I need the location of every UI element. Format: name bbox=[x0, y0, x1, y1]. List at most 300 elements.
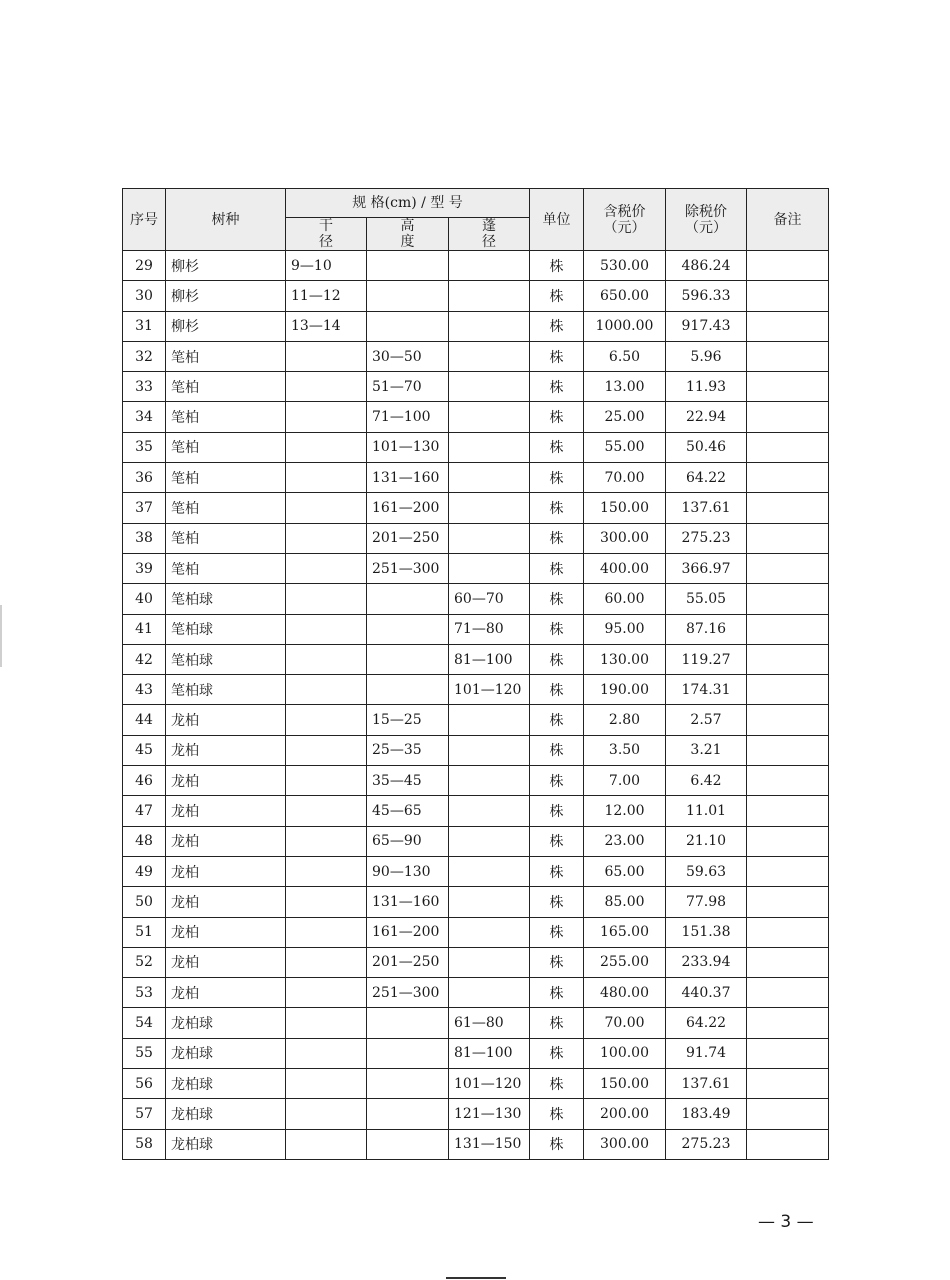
row-remarks bbox=[747, 584, 829, 614]
row-crown-diameter bbox=[449, 281, 530, 311]
row-price-incl-tax: 400.00 bbox=[584, 553, 666, 583]
table-row bbox=[123, 584, 829, 614]
row-remarks bbox=[747, 432, 829, 462]
row-height: 251—300 bbox=[367, 978, 449, 1008]
row-price-incl-tax: 480.00 bbox=[584, 978, 666, 1008]
header-spec-group: 规 格(cm) / 型 号 bbox=[286, 189, 530, 218]
row-price-incl-tax: 150.00 bbox=[584, 1069, 666, 1099]
row-price-excl-tax: 233.94 bbox=[666, 947, 747, 977]
row-trunk-diameter bbox=[286, 1069, 367, 1099]
row-height bbox=[367, 251, 449, 281]
table-row bbox=[123, 978, 829, 1008]
row-price-excl-tax: 64.22 bbox=[666, 1008, 747, 1038]
row-index: 34 bbox=[123, 402, 166, 432]
header-unit: 单位 bbox=[530, 189, 584, 251]
row-height: 251—300 bbox=[367, 553, 449, 583]
row-unit: 株 bbox=[530, 705, 584, 735]
table-row bbox=[123, 553, 829, 583]
table-row bbox=[123, 463, 829, 493]
row-species: 龙柏球 bbox=[166, 1069, 286, 1099]
row-remarks bbox=[747, 1099, 829, 1129]
row-trunk-diameter bbox=[286, 856, 367, 886]
row-height: 201—250 bbox=[367, 523, 449, 553]
row-price-excl-tax: 917.43 bbox=[666, 311, 747, 341]
row-trunk-diameter bbox=[286, 402, 367, 432]
row-crown-diameter bbox=[449, 947, 530, 977]
row-trunk-diameter bbox=[286, 766, 367, 796]
row-unit: 株 bbox=[530, 917, 584, 947]
row-price-excl-tax: 151.38 bbox=[666, 917, 747, 947]
row-price-excl-tax: 3.21 bbox=[666, 735, 747, 765]
row-height bbox=[367, 584, 449, 614]
row-crown-diameter: 81—100 bbox=[449, 1038, 530, 1068]
row-price-excl-tax: 183.49 bbox=[666, 1099, 747, 1129]
row-price-excl-tax: 11.93 bbox=[666, 372, 747, 402]
row-height: 51—70 bbox=[367, 372, 449, 402]
row-unit: 株 bbox=[530, 947, 584, 977]
row-price-incl-tax: 165.00 bbox=[584, 917, 666, 947]
row-crown-diameter bbox=[449, 493, 530, 523]
row-index: 51 bbox=[123, 917, 166, 947]
page-edge-mark bbox=[0, 605, 2, 667]
table-row bbox=[123, 614, 829, 644]
row-species: 龙柏 bbox=[166, 947, 286, 977]
table-row bbox=[123, 372, 829, 402]
row-species: 笔柏 bbox=[166, 553, 286, 583]
row-trunk-diameter bbox=[286, 341, 367, 371]
row-crown-diameter bbox=[449, 372, 530, 402]
row-price-incl-tax: 200.00 bbox=[584, 1099, 666, 1129]
row-unit: 株 bbox=[530, 432, 584, 462]
row-trunk-diameter bbox=[286, 1008, 367, 1038]
row-index: 43 bbox=[123, 675, 166, 705]
row-remarks bbox=[747, 493, 829, 523]
row-index: 36 bbox=[123, 463, 166, 493]
row-remarks bbox=[747, 311, 829, 341]
row-crown-diameter bbox=[449, 402, 530, 432]
row-species: 龙柏球 bbox=[166, 1129, 286, 1159]
row-index: 45 bbox=[123, 735, 166, 765]
table-row bbox=[123, 1129, 829, 1159]
row-trunk-diameter bbox=[286, 735, 367, 765]
row-crown-diameter bbox=[449, 856, 530, 886]
row-price-incl-tax: 25.00 bbox=[584, 402, 666, 432]
row-price-excl-tax: 486.24 bbox=[666, 251, 747, 281]
row-remarks bbox=[747, 644, 829, 674]
row-trunk-diameter: 9—10 bbox=[286, 251, 367, 281]
row-crown-diameter bbox=[449, 523, 530, 553]
table-row bbox=[123, 1069, 829, 1099]
row-price-incl-tax: 6.50 bbox=[584, 341, 666, 371]
row-price-excl-tax: 440.37 bbox=[666, 978, 747, 1008]
row-index: 48 bbox=[123, 826, 166, 856]
row-crown-diameter: 60—70 bbox=[449, 584, 530, 614]
row-unit: 株 bbox=[530, 887, 584, 917]
row-remarks bbox=[747, 1069, 829, 1099]
row-crown-diameter bbox=[449, 796, 530, 826]
row-unit: 株 bbox=[530, 402, 584, 432]
header-price-incl-tax: 含税价 （元） bbox=[584, 189, 666, 251]
header-trunk-diameter: 干 径 bbox=[286, 218, 367, 251]
row-species: 笔柏 bbox=[166, 372, 286, 402]
row-crown-diameter: 101—120 bbox=[449, 675, 530, 705]
table-body bbox=[123, 251, 829, 1160]
row-unit: 株 bbox=[530, 584, 584, 614]
row-species: 笔柏 bbox=[166, 341, 286, 371]
row-unit: 株 bbox=[530, 311, 584, 341]
row-price-incl-tax: 130.00 bbox=[584, 644, 666, 674]
row-index: 29 bbox=[123, 251, 166, 281]
table-row bbox=[123, 1038, 829, 1068]
row-crown-diameter: 101—120 bbox=[449, 1069, 530, 1099]
row-crown-diameter bbox=[449, 432, 530, 462]
row-price-excl-tax: 6.42 bbox=[666, 766, 747, 796]
row-trunk-diameter bbox=[286, 887, 367, 917]
table-header bbox=[123, 189, 829, 251]
table-row bbox=[123, 281, 829, 311]
row-price-excl-tax: 21.10 bbox=[666, 826, 747, 856]
row-remarks bbox=[747, 887, 829, 917]
row-crown-diameter: 61—80 bbox=[449, 1008, 530, 1038]
row-unit: 株 bbox=[530, 1069, 584, 1099]
row-price-excl-tax: 5.96 bbox=[666, 341, 747, 371]
table-row bbox=[123, 766, 829, 796]
row-remarks bbox=[747, 856, 829, 886]
row-index: 47 bbox=[123, 796, 166, 826]
row-price-incl-tax: 300.00 bbox=[584, 1129, 666, 1159]
row-price-excl-tax: 22.94 bbox=[666, 402, 747, 432]
table-row bbox=[123, 1008, 829, 1038]
table-row bbox=[123, 675, 829, 705]
row-height: 201—250 bbox=[367, 947, 449, 977]
row-unit: 株 bbox=[530, 341, 584, 371]
row-price-excl-tax: 596.33 bbox=[666, 281, 747, 311]
header-height: 高 度 bbox=[367, 218, 449, 251]
row-height bbox=[367, 1069, 449, 1099]
row-remarks bbox=[747, 766, 829, 796]
row-trunk-diameter bbox=[286, 493, 367, 523]
table-row bbox=[123, 644, 829, 674]
row-species: 龙柏 bbox=[166, 856, 286, 886]
row-trunk-diameter bbox=[286, 917, 367, 947]
row-height bbox=[367, 644, 449, 674]
table-row bbox=[123, 432, 829, 462]
row-crown-diameter bbox=[449, 887, 530, 917]
row-crown-diameter bbox=[449, 251, 530, 281]
row-price-excl-tax: 119.27 bbox=[666, 644, 747, 674]
row-price-incl-tax: 12.00 bbox=[584, 796, 666, 826]
row-crown-diameter bbox=[449, 826, 530, 856]
header-species: 树种 bbox=[166, 189, 286, 251]
row-remarks bbox=[747, 372, 829, 402]
row-species: 龙柏球 bbox=[166, 1099, 286, 1129]
row-crown-diameter bbox=[449, 463, 530, 493]
row-index: 39 bbox=[123, 553, 166, 583]
row-crown-diameter bbox=[449, 917, 530, 947]
row-index: 53 bbox=[123, 978, 166, 1008]
row-height bbox=[367, 281, 449, 311]
row-price-incl-tax: 70.00 bbox=[584, 463, 666, 493]
row-price-excl-tax: 275.23 bbox=[666, 523, 747, 553]
row-crown-diameter bbox=[449, 978, 530, 1008]
row-height: 131—160 bbox=[367, 887, 449, 917]
row-species: 笔柏 bbox=[166, 463, 286, 493]
row-trunk-diameter bbox=[286, 826, 367, 856]
row-trunk-diameter bbox=[286, 796, 367, 826]
row-trunk-diameter bbox=[286, 978, 367, 1008]
row-index: 31 bbox=[123, 311, 166, 341]
row-unit: 株 bbox=[530, 1008, 584, 1038]
row-trunk-diameter bbox=[286, 1099, 367, 1129]
row-unit: 株 bbox=[530, 675, 584, 705]
row-species: 柳杉 bbox=[166, 281, 286, 311]
row-crown-diameter bbox=[449, 311, 530, 341]
table-row bbox=[123, 735, 829, 765]
row-trunk-diameter bbox=[286, 1129, 367, 1159]
row-remarks bbox=[747, 947, 829, 977]
table-row bbox=[123, 856, 829, 886]
row-price-incl-tax: 2.80 bbox=[584, 705, 666, 735]
row-species: 龙柏 bbox=[166, 887, 286, 917]
row-remarks bbox=[747, 614, 829, 644]
row-remarks bbox=[747, 402, 829, 432]
row-species: 龙柏 bbox=[166, 826, 286, 856]
row-remarks bbox=[747, 463, 829, 493]
row-species: 笔柏 bbox=[166, 523, 286, 553]
row-price-excl-tax: 275.23 bbox=[666, 1129, 747, 1159]
row-trunk-diameter bbox=[286, 432, 367, 462]
row-price-incl-tax: 85.00 bbox=[584, 887, 666, 917]
row-trunk-diameter bbox=[286, 584, 367, 614]
row-price-incl-tax: 650.00 bbox=[584, 281, 666, 311]
row-price-incl-tax: 7.00 bbox=[584, 766, 666, 796]
row-remarks bbox=[747, 1129, 829, 1159]
row-crown-diameter: 121—130 bbox=[449, 1099, 530, 1129]
row-species: 笔柏 bbox=[166, 493, 286, 523]
row-index: 44 bbox=[123, 705, 166, 735]
row-species: 龙柏 bbox=[166, 978, 286, 1008]
row-index: 55 bbox=[123, 1038, 166, 1068]
row-index: 58 bbox=[123, 1129, 166, 1159]
row-price-incl-tax: 70.00 bbox=[584, 1008, 666, 1038]
row-unit: 株 bbox=[530, 614, 584, 644]
row-index: 41 bbox=[123, 614, 166, 644]
row-species: 笔柏球 bbox=[166, 584, 286, 614]
row-species: 笔柏球 bbox=[166, 675, 286, 705]
row-remarks bbox=[747, 553, 829, 583]
row-trunk-diameter bbox=[286, 1038, 367, 1068]
table-row bbox=[123, 493, 829, 523]
row-remarks bbox=[747, 917, 829, 947]
row-index: 57 bbox=[123, 1099, 166, 1129]
row-species: 龙柏 bbox=[166, 735, 286, 765]
row-unit: 株 bbox=[530, 978, 584, 1008]
row-crown-diameter bbox=[449, 553, 530, 583]
row-unit: 株 bbox=[530, 463, 584, 493]
row-price-excl-tax: 77.98 bbox=[666, 887, 747, 917]
header-index: 序号 bbox=[123, 189, 166, 251]
row-price-incl-tax: 23.00 bbox=[584, 826, 666, 856]
row-unit: 株 bbox=[530, 553, 584, 583]
row-crown-diameter bbox=[449, 766, 530, 796]
row-height bbox=[367, 1129, 449, 1159]
table-row bbox=[123, 311, 829, 341]
row-remarks bbox=[747, 341, 829, 371]
row-remarks bbox=[747, 251, 829, 281]
row-index: 37 bbox=[123, 493, 166, 523]
row-unit: 株 bbox=[530, 251, 584, 281]
row-price-excl-tax: 137.61 bbox=[666, 493, 747, 523]
row-price-incl-tax: 95.00 bbox=[584, 614, 666, 644]
row-height: 161—200 bbox=[367, 493, 449, 523]
row-height bbox=[367, 675, 449, 705]
row-crown-diameter: 131—150 bbox=[449, 1129, 530, 1159]
row-species: 柳杉 bbox=[166, 311, 286, 341]
row-price-incl-tax: 65.00 bbox=[584, 856, 666, 886]
row-trunk-diameter: 13—14 bbox=[286, 311, 367, 341]
row-species: 龙柏球 bbox=[166, 1008, 286, 1038]
row-height: 71—100 bbox=[367, 402, 449, 432]
row-price-excl-tax: 55.05 bbox=[666, 584, 747, 614]
row-height: 101—130 bbox=[367, 432, 449, 462]
table-row bbox=[123, 826, 829, 856]
row-trunk-diameter bbox=[286, 463, 367, 493]
row-species: 龙柏 bbox=[166, 917, 286, 947]
row-height: 25—35 bbox=[367, 735, 449, 765]
header-price-excl-tax: 除税价 （元） bbox=[666, 189, 747, 251]
row-price-incl-tax: 150.00 bbox=[584, 493, 666, 523]
table-row bbox=[123, 796, 829, 826]
row-index: 42 bbox=[123, 644, 166, 674]
row-trunk-diameter bbox=[286, 947, 367, 977]
row-price-excl-tax: 87.16 bbox=[666, 614, 747, 644]
row-crown-diameter: 71—80 bbox=[449, 614, 530, 644]
row-unit: 株 bbox=[530, 1129, 584, 1159]
page-number: — 3 — bbox=[758, 1212, 814, 1232]
row-crown-diameter: 81—100 bbox=[449, 644, 530, 674]
row-species: 龙柏球 bbox=[166, 1038, 286, 1068]
table-row bbox=[123, 947, 829, 977]
row-height: 131—160 bbox=[367, 463, 449, 493]
row-index: 56 bbox=[123, 1069, 166, 1099]
row-unit: 株 bbox=[530, 766, 584, 796]
row-index: 52 bbox=[123, 947, 166, 977]
row-height: 65—90 bbox=[367, 826, 449, 856]
row-remarks bbox=[747, 281, 829, 311]
row-price-excl-tax: 64.22 bbox=[666, 463, 747, 493]
row-height bbox=[367, 1008, 449, 1038]
row-trunk-diameter bbox=[286, 372, 367, 402]
row-unit: 株 bbox=[530, 644, 584, 674]
row-remarks bbox=[747, 523, 829, 553]
row-trunk-diameter: 11—12 bbox=[286, 281, 367, 311]
row-unit: 株 bbox=[530, 735, 584, 765]
row-unit: 株 bbox=[530, 856, 584, 886]
row-price-excl-tax: 366.97 bbox=[666, 553, 747, 583]
row-price-excl-tax: 137.61 bbox=[666, 1069, 747, 1099]
row-price-incl-tax: 13.00 bbox=[584, 372, 666, 402]
row-price-incl-tax: 55.00 bbox=[584, 432, 666, 462]
table-row bbox=[123, 402, 829, 432]
row-index: 32 bbox=[123, 341, 166, 371]
row-trunk-diameter bbox=[286, 675, 367, 705]
row-price-excl-tax: 2.57 bbox=[666, 705, 747, 735]
table-row bbox=[123, 705, 829, 735]
row-species: 笔柏 bbox=[166, 432, 286, 462]
table-row bbox=[123, 251, 829, 281]
row-price-incl-tax: 3.50 bbox=[584, 735, 666, 765]
row-unit: 株 bbox=[530, 281, 584, 311]
row-crown-diameter bbox=[449, 341, 530, 371]
row-height bbox=[367, 1099, 449, 1129]
row-species: 龙柏 bbox=[166, 796, 286, 826]
row-trunk-diameter bbox=[286, 614, 367, 644]
header-remarks: 备注 bbox=[747, 189, 829, 251]
row-remarks bbox=[747, 1008, 829, 1038]
row-index: 46 bbox=[123, 766, 166, 796]
row-unit: 株 bbox=[530, 796, 584, 826]
row-remarks bbox=[747, 735, 829, 765]
row-price-excl-tax: 59.63 bbox=[666, 856, 747, 886]
table-row bbox=[123, 917, 829, 947]
table-row bbox=[123, 1099, 829, 1129]
header-crown-diameter: 蓬 径 bbox=[449, 218, 530, 251]
row-height: 30—50 bbox=[367, 341, 449, 371]
row-price-excl-tax: 11.01 bbox=[666, 796, 747, 826]
row-price-incl-tax: 60.00 bbox=[584, 584, 666, 614]
row-crown-diameter bbox=[449, 705, 530, 735]
row-unit: 株 bbox=[530, 826, 584, 856]
row-remarks bbox=[747, 978, 829, 1008]
row-species: 笔柏球 bbox=[166, 614, 286, 644]
row-species: 龙柏 bbox=[166, 705, 286, 735]
row-price-incl-tax: 530.00 bbox=[584, 251, 666, 281]
row-height bbox=[367, 1038, 449, 1068]
row-remarks bbox=[747, 796, 829, 826]
table-row bbox=[123, 523, 829, 553]
row-price-incl-tax: 255.00 bbox=[584, 947, 666, 977]
row-crown-diameter bbox=[449, 735, 530, 765]
row-species: 柳杉 bbox=[166, 251, 286, 281]
seedling-price-table bbox=[122, 188, 829, 1160]
row-price-incl-tax: 190.00 bbox=[584, 675, 666, 705]
row-remarks bbox=[747, 826, 829, 856]
row-remarks bbox=[747, 1038, 829, 1068]
row-unit: 株 bbox=[530, 372, 584, 402]
row-height: 90—130 bbox=[367, 856, 449, 886]
bottom-edge-mark bbox=[446, 1277, 506, 1279]
table-row bbox=[123, 887, 829, 917]
row-unit: 株 bbox=[530, 1099, 584, 1129]
row-trunk-diameter bbox=[286, 705, 367, 735]
row-price-incl-tax: 1000.00 bbox=[584, 311, 666, 341]
row-species: 笔柏 bbox=[166, 402, 286, 432]
row-index: 33 bbox=[123, 372, 166, 402]
row-index: 49 bbox=[123, 856, 166, 886]
row-price-excl-tax: 174.31 bbox=[666, 675, 747, 705]
row-trunk-diameter bbox=[286, 644, 367, 674]
row-unit: 株 bbox=[530, 523, 584, 553]
row-species: 笔柏球 bbox=[166, 644, 286, 674]
row-trunk-diameter bbox=[286, 553, 367, 583]
row-remarks bbox=[747, 675, 829, 705]
row-index: 35 bbox=[123, 432, 166, 462]
row-index: 50 bbox=[123, 887, 166, 917]
row-species: 龙柏 bbox=[166, 766, 286, 796]
row-unit: 株 bbox=[530, 493, 584, 523]
row-price-incl-tax: 300.00 bbox=[584, 523, 666, 553]
row-price-incl-tax: 100.00 bbox=[584, 1038, 666, 1068]
